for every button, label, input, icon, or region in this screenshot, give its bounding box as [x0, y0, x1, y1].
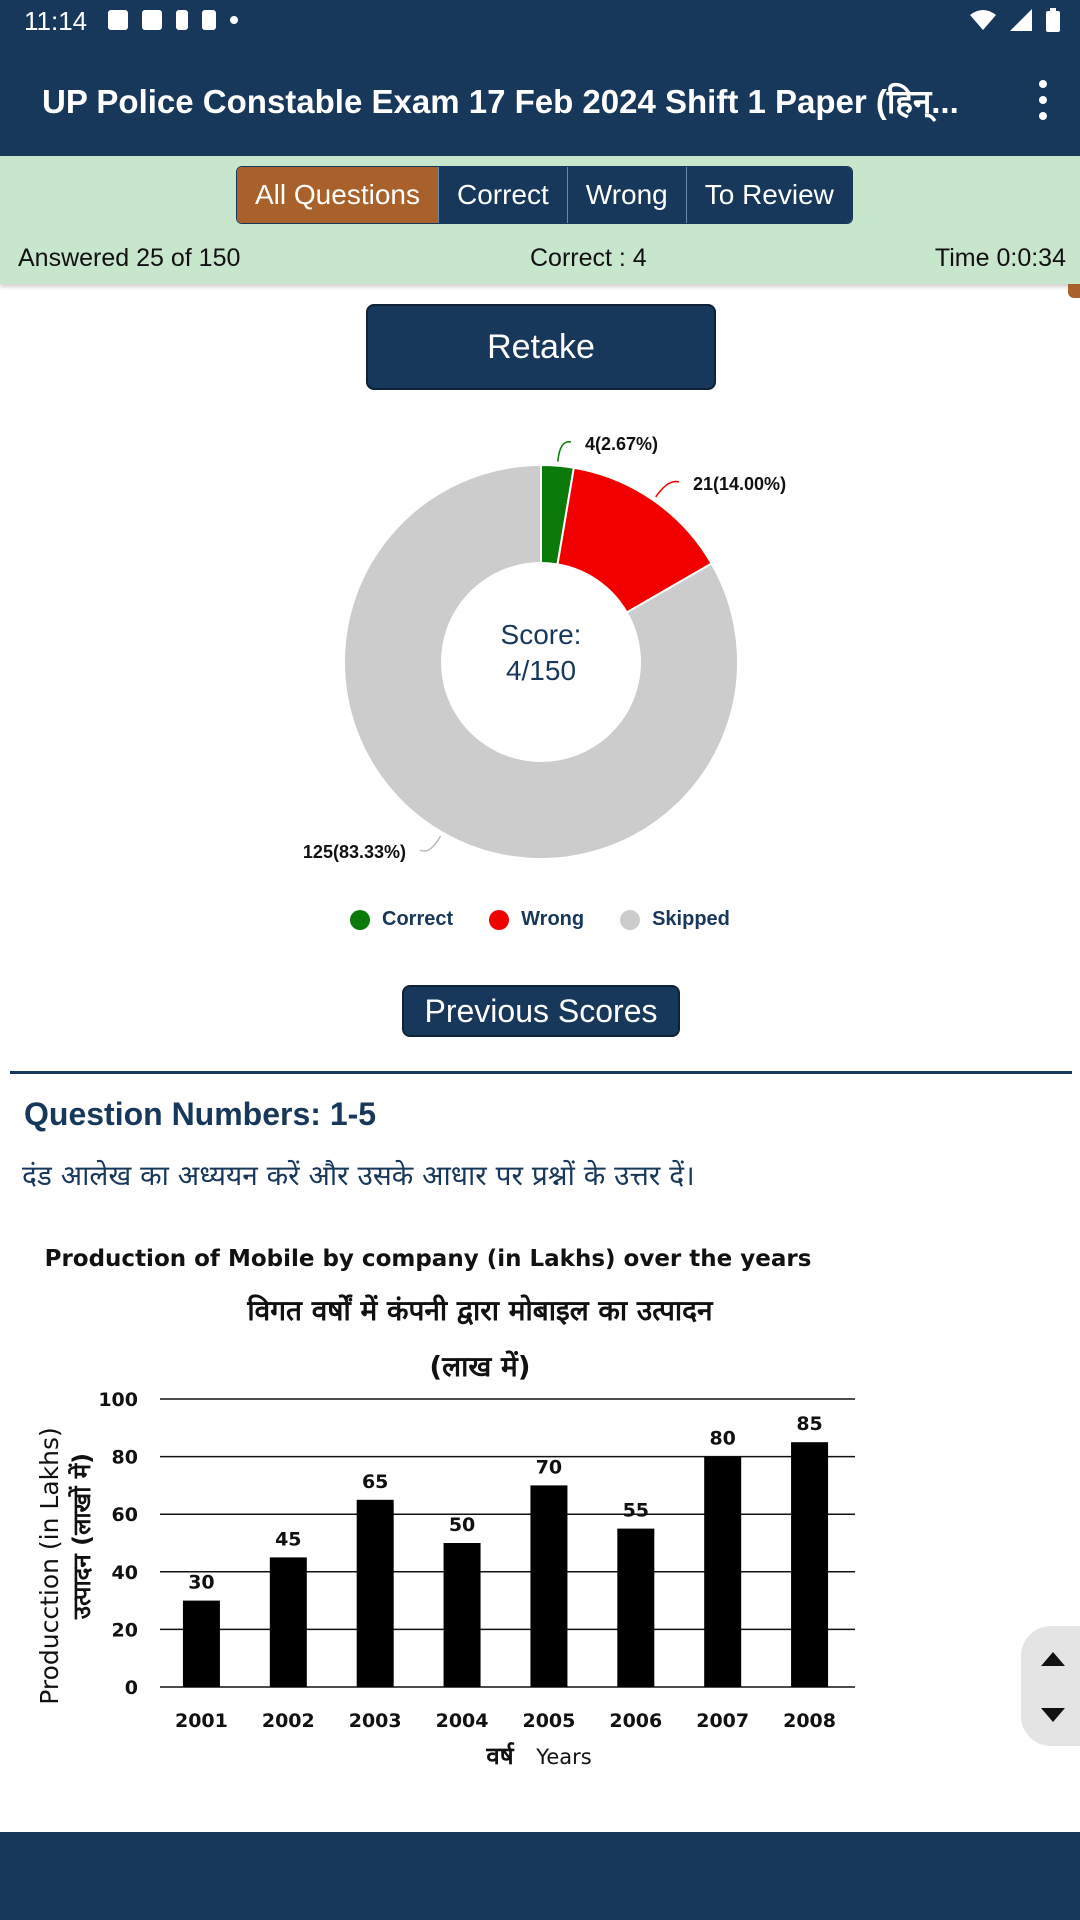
- y-tick-label: 60: [111, 1504, 138, 1527]
- image-notification-icon: [108, 10, 128, 30]
- system-icons: [970, 8, 1060, 32]
- wifi-icon: [970, 9, 996, 31]
- app-notification-icon: [176, 10, 188, 30]
- bar-2005: [530, 1485, 567, 1687]
- bar-value-label: 50: [448, 1514, 476, 1536]
- legend-dot-wrong: [489, 910, 509, 930]
- y-axis-label-hi: उत्पादन (लाखों में): [68, 1452, 96, 1620]
- overflow-menu-icon[interactable]: [1036, 80, 1050, 120]
- question-text: दंड आलेख का अध्ययन करें और उसके आधार पर प्रश्नों के उत्तर दें।: [22, 1159, 695, 1192]
- donut-label-skipped: 125(83.33%): [302, 842, 406, 862]
- legend-label-correct: Correct: [382, 908, 454, 930]
- x-tick-label: 2002: [261, 1710, 315, 1732]
- x-tick-label: 2003: [348, 1710, 402, 1732]
- donut-leader-skipped: [420, 836, 441, 851]
- status-bar: [0, 0, 1080, 42]
- x-tick-label: 2006: [609, 1710, 663, 1732]
- scroll-up-icon[interactable]: [1041, 1652, 1065, 1666]
- notification-icons: [108, 10, 238, 30]
- bottom-bar: [0, 1832, 1080, 1920]
- donut-leader-correct: [558, 442, 571, 462]
- x-tick-label: 2004: [435, 1710, 489, 1732]
- bar-value-label: 80: [709, 1427, 736, 1450]
- filter-tabs: [236, 166, 853, 224]
- scroll-down-icon[interactable]: [1041, 1708, 1065, 1722]
- bar-value-label: 45: [275, 1528, 302, 1551]
- retake-button[interactable]: Retake: [366, 304, 716, 390]
- x-tick-label: 2001: [174, 1710, 228, 1732]
- x-axis-label-hi: वर्ष: [486, 1742, 514, 1770]
- bar-value-label: 30: [188, 1571, 215, 1594]
- chart-subtitle-line2: (लाख में): [429, 1350, 531, 1383]
- app-notification-icon-2: [202, 10, 216, 30]
- legend-item-correct[interactable]: [350, 908, 453, 931]
- x-tick-label: 2005: [522, 1710, 576, 1732]
- x-tick-label: 2007: [696, 1710, 750, 1732]
- bar-2006: [617, 1529, 654, 1687]
- scroll-controls: [1021, 1626, 1080, 1746]
- bar-value-label: 55: [622, 1499, 650, 1522]
- bar-value-label: 85: [796, 1413, 823, 1436]
- more-notifications-icon: [230, 16, 238, 24]
- bar-2001: [183, 1601, 220, 1687]
- x-tick-label: 2008: [783, 1710, 837, 1732]
- answered-count: Answered 25 of 150: [18, 244, 241, 272]
- text-notification-icon: [142, 10, 162, 30]
- donut-leader-wrong: [656, 482, 679, 497]
- legend-label-wrong: Wrong: [521, 908, 585, 930]
- question-heading: Question Numbers: 1-5: [24, 1096, 377, 1132]
- legend-dot-correct: [350, 910, 370, 930]
- bar-2004: [444, 1543, 481, 1687]
- chart-subtitle-line1: विगत वर्षों में कंपनी द्वारा मोबाइल का उत्पादन: [247, 1294, 713, 1327]
- legend-dot-skipped: [620, 910, 640, 930]
- score-center-line1: Score:: [500, 619, 582, 650]
- score-donut-chart: [0, 420, 1080, 880]
- summary-bar: [0, 232, 1080, 284]
- app-bar: [0, 42, 1080, 156]
- tab-to-review[interactable]: To Review: [686, 167, 852, 223]
- y-tick-label: 20: [111, 1619, 138, 1642]
- previous-scores-button[interactable]: Previous Scores: [402, 985, 680, 1037]
- bar-value-label: 65: [361, 1470, 389, 1493]
- bar-2002: [270, 1557, 307, 1687]
- chart-title: Production of Mobile by company (in Lakhs) over the years: [44, 1246, 812, 1272]
- legend-label-skipped: Skipped: [652, 908, 730, 930]
- y-tick-label: 80: [111, 1446, 138, 1469]
- y-axis-label-en: Producction (in Lakhs): [35, 1427, 64, 1705]
- bar-value-label: 70: [535, 1456, 563, 1479]
- donut-label-wrong: 21(14.00%): [693, 474, 787, 494]
- page-title: UP Police Constable Exam 17 Feb 2024 Shift 1 Paper (हिन्...: [42, 83, 959, 120]
- y-tick-label: 100: [98, 1389, 138, 1411]
- score-center-line2: 4/150: [505, 655, 577, 686]
- tab-correct[interactable]: Correct: [438, 167, 567, 223]
- y-tick-label: 0: [124, 1677, 138, 1699]
- production-bar-chart: [20, 1236, 880, 1776]
- y-tick-label: 40: [111, 1561, 138, 1584]
- chart-legend: [350, 908, 730, 931]
- elapsed-time: Time 0:0:34: [934, 244, 1066, 272]
- tab-all-questions[interactable]: All Questions: [237, 167, 438, 223]
- legend-item-skipped[interactable]: [620, 908, 730, 931]
- legend-item-wrong[interactable]: [489, 908, 584, 931]
- section-divider: [10, 1071, 1072, 1074]
- side-handle[interactable]: [1068, 284, 1080, 298]
- status-time: 11:14: [24, 6, 88, 36]
- bar-2007: [704, 1457, 741, 1687]
- bar-2003: [357, 1500, 394, 1687]
- x-axis-label-en: Years: [536, 1745, 592, 1769]
- filter-bar: [0, 156, 1080, 232]
- battery-icon: [1046, 8, 1060, 32]
- correct-count: Correct : 4: [530, 244, 647, 272]
- donut-label-correct: 4(2.67%): [585, 434, 659, 454]
- tab-wrong[interactable]: Wrong: [567, 167, 686, 223]
- bar-2008: [791, 1442, 828, 1687]
- signal-icon: [1010, 9, 1032, 31]
